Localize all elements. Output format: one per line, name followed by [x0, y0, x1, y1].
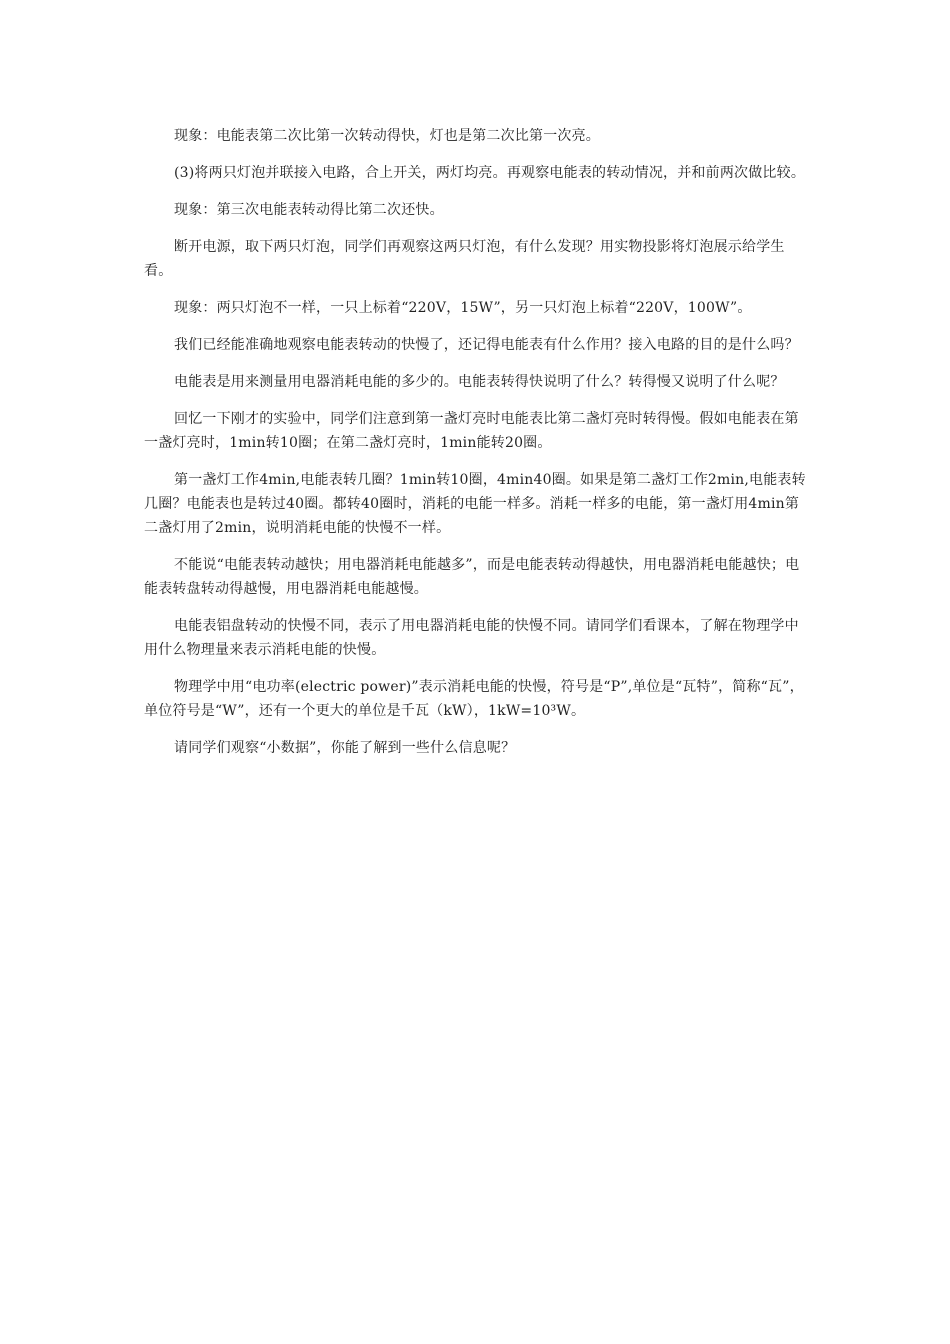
paragraph-12: 物理学中用“电功率(electric power)”表示消耗电能的快慢，符号是“P”,单位是“瓦特”，简称“瓦”，单位符号是“W”，还有一个更大的单位是千瓦（kW），1kW=10³W。: [144, 679, 804, 719]
document-body: [144, 124, 812, 773]
paragraph-6: 我们已经能准确地观察电能表转动的快慢了，还记得电能表有什么作用？接入电路的目的是什么吗？: [174, 337, 799, 353]
paragraph-9: 第一盏灯工作4min,电能表转几圈？1min转10圈，4min40圈。如果是第二盏灯工作2min,电能表转几圈？电能表也是转过40圈。都转40圈时，消耗的电能一样多。消耗一样多的电能，第一盏灯用4min第二盏灯用了2min，说明消耗电能的快慢不一样。: [144, 472, 806, 536]
paragraph-2: (3)将两只灯泡并联接入电路，合上开关，两灯均亮。再观察电能表的转动情况，并和前两次做比较。: [174, 165, 806, 181]
paragraph-1: 现象：电能表第二次比第一次转动得快，灯也是第二次比第一次亮。: [174, 128, 600, 144]
paragraph-13: 请同学们观察“小数据”，你能了解到一些什么信息呢？: [174, 740, 516, 756]
paragraph-7: 电能表是用来测量用电器消耗电能的多少的。电能表转得快说明了什么？转得慢又说明了什么呢？: [174, 374, 785, 390]
paragraph-4: 断开电源，取下两只灯泡，同学们再观察这两只灯泡，有什么发现？用实物投影将灯泡展示给学生看。: [144, 239, 785, 279]
paragraph-3: 现象：第三次电能表转动得比第二次还快。: [174, 202, 444, 218]
paragraph-8: 回忆一下刚才的实验中，同学们注意到第一盏灯亮时电能表比第二盏灯亮时转得慢。假如电能表在第一盏灯亮时，1min转10圈；在第二盏灯亮时，1min能转20圈。: [144, 411, 799, 451]
paragraph-11: 电能表铝盘转动的快慢不同，表示了用电器消耗电能的快慢不同。请同学们看课本，了解在物理学中用什么物理量来表示消耗电能的快慢。: [144, 618, 799, 658]
paragraph-10: 不能说“电能表转动越快；用电器消耗电能越多”，而是电能表转动得越快，用电器消耗电能越快；电能表转盘转动得越慢，用电器消耗电能越慢。: [144, 557, 800, 597]
paragraph-5: 现象：两只灯泡不一样，一只上标着“220V，15W”，另一只灯泡上标着“220V，100W”。: [174, 300, 752, 316]
